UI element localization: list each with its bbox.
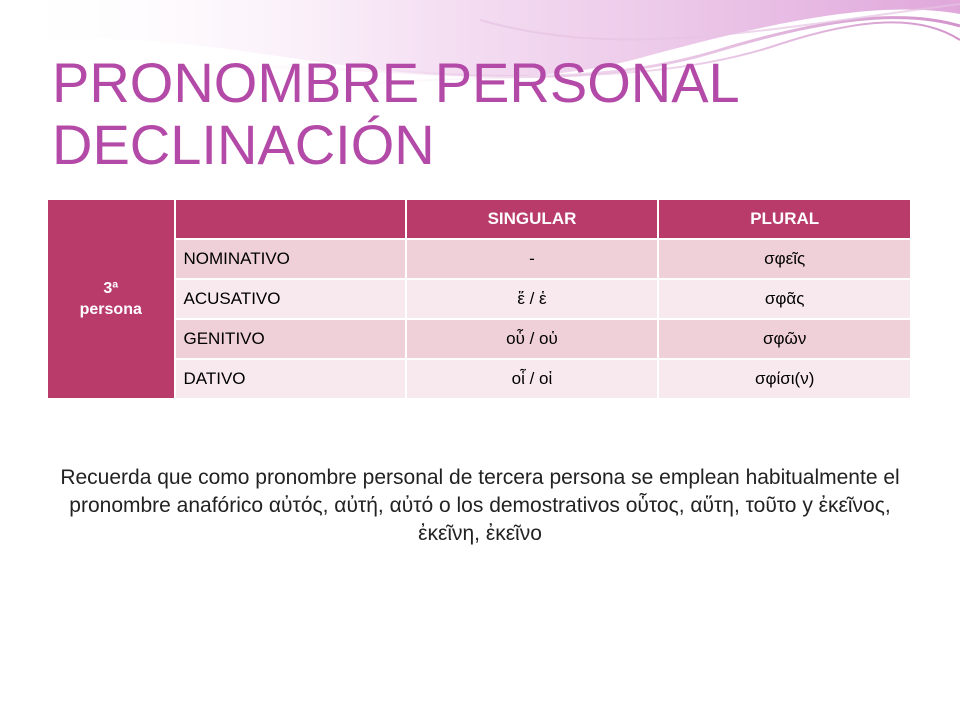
- declension-table: [48, 200, 912, 400]
- table-header-row: [48, 200, 912, 240]
- case-nominativo: NOMINATIVO: [176, 240, 407, 280]
- explanatory-note: Recuerda que como pronombre personal de tercera persona se emplean habitualmente el pronombre anafórico αὐτός, αὐτή, αὐτό o los demostrativos οὗτος, αὕτη, τοῦτο y ἐκεῖνος, ἐκεῖνη, ἐκεῖνο: [60, 466, 900, 545]
- table-row: [48, 240, 912, 280]
- plural-value: σφῶν: [659, 320, 912, 360]
- person-label-cell: [48, 200, 176, 400]
- header-blank: [176, 200, 407, 240]
- header-plural: PLURAL: [659, 200, 912, 240]
- singular-value: ἕ / ἑ: [407, 280, 660, 320]
- table-row: [48, 320, 912, 360]
- table-row: [48, 360, 912, 400]
- person-number: 3ª: [103, 280, 119, 297]
- case-genitivo: GENITIVO: [176, 320, 407, 360]
- plural-value: σφίσι(ν): [659, 360, 912, 400]
- plural-value: σφᾶς: [659, 280, 912, 320]
- singular-value: οἷ / οἱ: [407, 360, 660, 400]
- page-title: [52, 52, 912, 176]
- person-word: persona: [79, 301, 142, 318]
- singular-value: -: [407, 240, 660, 280]
- table-row: [48, 280, 912, 320]
- singular-value: οὗ / οὑ: [407, 320, 660, 360]
- title-line-1: PRONOMBRE PERSONAL: [52, 51, 740, 114]
- case-dativo: DATIVO: [176, 360, 407, 400]
- header-singular: SINGULAR: [407, 200, 660, 240]
- title-line-2: DECLINACIÓN: [52, 113, 435, 176]
- plural-value: σφεῖς: [659, 240, 912, 280]
- case-acusativo: ACUSATIVO: [176, 280, 407, 320]
